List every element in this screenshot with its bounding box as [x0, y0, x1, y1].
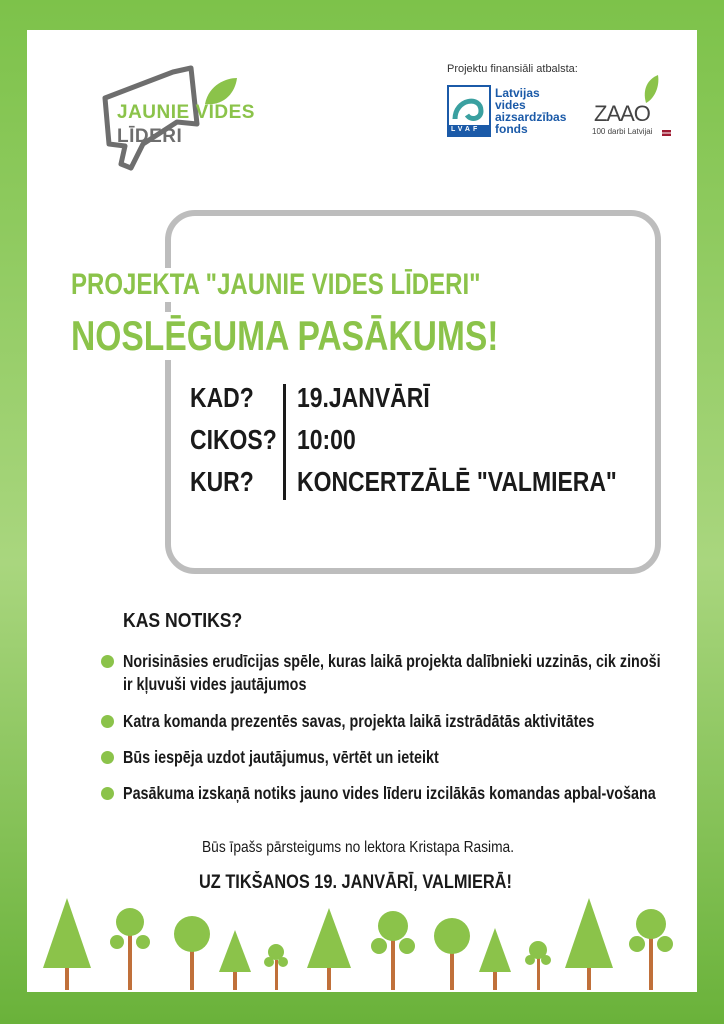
tree-icon: [434, 918, 470, 990]
tree-icon: [479, 928, 511, 990]
lvaf-name-line: vides: [495, 98, 526, 112]
tree-icon: [264, 944, 288, 990]
logo-text-line1: JAUNIE VIDES: [117, 102, 255, 123]
closing-line: UZ TIKŠANOS 19. JANVĀRĪ, VALMIERĀ!: [199, 872, 512, 893]
time-label: CIKOS?: [190, 424, 277, 455]
list-item-text: Pasākuma izskaņā notiks jauno vides līderu izcilākās komandas apbal-vošana: [123, 783, 656, 803]
bullet-icon: [101, 655, 114, 668]
zaao-subtitle: 100 darbi Latvijai: [592, 127, 653, 136]
tree-icon: [371, 911, 415, 990]
tree-icon: [174, 916, 210, 990]
lvaf-abbr: LVAF: [451, 126, 481, 133]
latvia-flag-icon: [662, 130, 671, 136]
info-divider: [283, 384, 286, 500]
poster-sheet: [27, 30, 697, 992]
sponsor-label: Projektu finansiāli atbalsta:: [447, 63, 578, 75]
tree-icon: [565, 898, 613, 990]
event-title-line1: PROJEKTA "JAUNIE VIDES LĪDERI": [71, 268, 484, 302]
tree-icon: [219, 930, 251, 990]
time-value: 10:00: [297, 424, 356, 455]
program-title: KAS NOTIKS?: [123, 610, 243, 632]
tree-icon: [307, 908, 351, 990]
leaf-icon: [205, 78, 237, 104]
list-item-text: Būs iespēja uzdot jautājumus, vērtēt un ieteikt: [123, 747, 439, 767]
lvaf-name-line: fonds: [495, 122, 528, 136]
bullet-icon: [101, 751, 114, 764]
tree-icon: [629, 909, 673, 990]
lvaf-name: [495, 87, 566, 135]
tree-icon: [110, 908, 150, 990]
zaao-logo: [592, 75, 672, 145]
where-label: KUR?: [190, 466, 254, 497]
trees-decoration: [27, 890, 697, 992]
tree-icon: [525, 941, 551, 990]
logo-text-line2: LĪDERI: [117, 126, 183, 147]
bullet-icon: [101, 787, 114, 800]
event-title-line2: NOSLĒGUMA PASĀKUMS!: [71, 312, 502, 360]
bullet-icon: [101, 715, 114, 728]
lvaf-logo: [447, 85, 597, 143]
where-value: KONCERTZĀLĒ "VALMIERA": [297, 466, 617, 497]
surprise-note: Būs īpašs pārsteigums no lektora Kristapa Rasima.: [202, 839, 515, 856]
when-label: KAD?: [190, 382, 254, 413]
tree-icon: [43, 898, 91, 990]
zaao-name: ZAAO: [594, 101, 650, 126]
lvaf-name-line: aizsardzības: [495, 110, 567, 124]
project-logo: [87, 64, 257, 174]
list-item-text: Norisināsies erudīcijas spēle, kuras laikā projekta dalībnieki uzzinās, cik zinoši ir kļuvuši vides jautājumos: [123, 651, 661, 694]
list-item-text: Katra komanda prezentēs savas, projekta laikā izstrādātās aktivitātes: [123, 711, 595, 731]
lvaf-name-line: Latvijas: [495, 86, 540, 100]
when-value: 19.JANVĀRĪ: [297, 382, 430, 413]
